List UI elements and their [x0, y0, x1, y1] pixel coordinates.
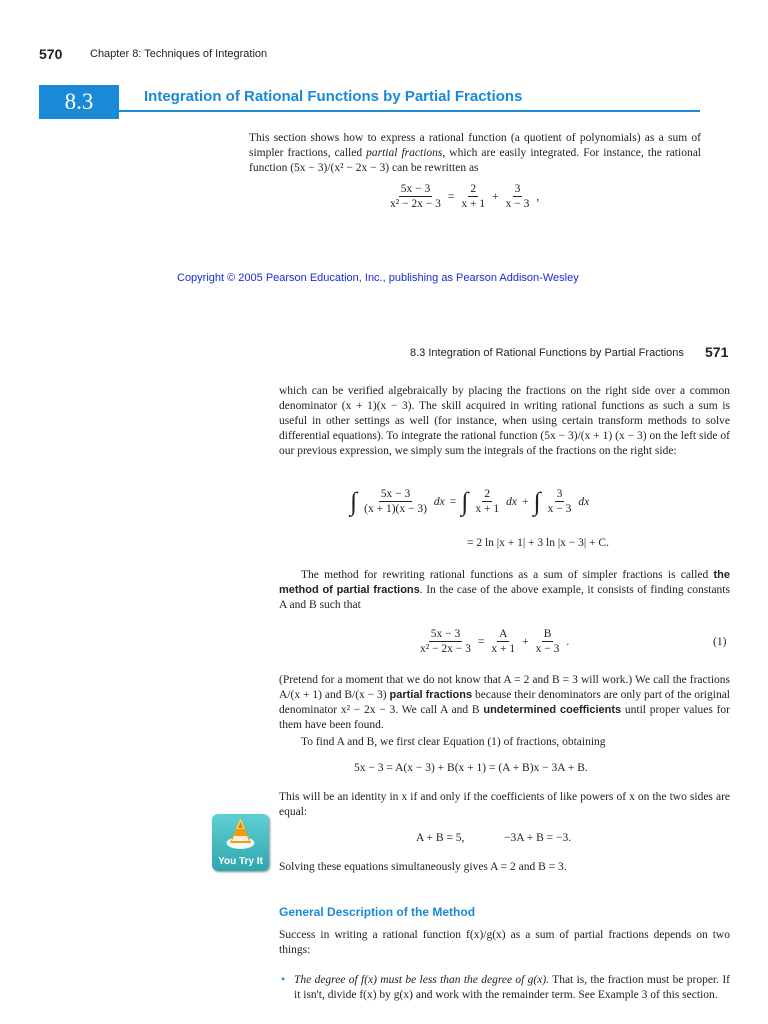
equation-1: [418, 628, 569, 655]
denominator: (x + 1)(x − 3): [364, 503, 427, 515]
intro-paragraph: [249, 131, 701, 176]
p3-text-e: until proper values for them have been found.: [279, 704, 731, 731]
integral-result: = 2 ln |x + 1| + 3 ln |x − 3| + C.: [467, 537, 609, 549]
integral-sign: ∫: [461, 486, 469, 516]
plus-sign: +: [522, 635, 529, 648]
fraction: [459, 183, 487, 210]
differential: dx: [506, 495, 518, 508]
p2-text-a: The method for rewriting rational functions as a sum of simpler fractions is called: [301, 569, 714, 581]
plus-sign: +: [522, 495, 529, 508]
denominator: x + 1: [491, 643, 516, 655]
copyright-notice: Copyright © 2005 Pearson Education, Inc., publishing as Pearson Addison-Wesley: [177, 272, 579, 284]
cone-icon: [212, 814, 269, 860]
p3-text-c: because their denominators are only part of the original denominator x² − 2x − 3. We call A and B: [279, 689, 730, 716]
fraction: [388, 183, 443, 210]
term-method: the method of partial fractions: [279, 569, 730, 596]
subsection-heading: General Description of the Method: [279, 905, 476, 919]
numerator: 5x − 3: [430, 628, 461, 640]
fraction: [473, 488, 501, 515]
equals-sign: =: [449, 495, 457, 508]
numerator: 2: [470, 183, 477, 195]
denominator: x² − 2x − 3: [420, 643, 471, 655]
bullet-icon: •: [281, 972, 286, 986]
intro-text-a: This section shows how to express a rational function (a quotient of polynomials) as a sum of simpler fractions, called: [249, 132, 701, 159]
p3-text-a: (Pretend for a moment that we do not know that A = 2 and B = 3 will work.) We call the fractions A/(x + 1) and B/(x − 3): [279, 674, 730, 701]
page-number: 571: [705, 344, 729, 360]
p2-text-c: . In the case of the above example, it consists of finding constants A and B such that: [279, 584, 730, 611]
paragraph-6: Solving these equations simultaneously gives A = 2 and B = 3.: [279, 861, 567, 873]
numerator: B: [543, 628, 552, 640]
period: .: [566, 635, 570, 648]
numerator: 3: [556, 488, 563, 500]
equation-3a: A + B = 5,: [416, 832, 465, 844]
you-try-it-badge[interactable]: [212, 814, 269, 871]
differential: dx: [578, 495, 590, 508]
denominator: x − 3: [535, 643, 560, 655]
equation-2: 5x − 3 = A(x − 3) + B(x + 1) = (A + B)x − 3A + B.: [354, 762, 588, 774]
differential: dx: [433, 495, 445, 508]
numerator: A: [499, 628, 508, 640]
paragraph-7: Success in writing a rational function f(x)/g(x) as a sum of partial fractions depends on two things:: [279, 929, 730, 956]
equals-sign: =: [477, 635, 485, 648]
fraction: [546, 488, 574, 515]
paragraph-4: To find A and B, we first clear Equation (1) of fractions, obtaining: [301, 736, 606, 748]
plus-sign: +: [492, 190, 499, 203]
denominator: x + 1: [475, 503, 500, 515]
bullet-text: That is, the fraction must be proper. If it isn't, divide f(x) by g(x) and work with the remainder term. See Example 3 of this section.: [294, 974, 730, 1001]
intro-emphasis: partial fractions: [366, 147, 443, 159]
bullet-emphasis: The degree of f(x) must be less than the degree of g(x).: [294, 974, 550, 986]
denominator: x − 3: [505, 198, 530, 210]
badge-label: You Try It: [218, 856, 263, 867]
fraction: [418, 628, 473, 655]
section-number-box: 8.3: [39, 85, 119, 119]
intro-text-b: , which are easily integrated. For instance, the rational function (5x − 3)/(x² − 2x − 3) can be rewritten as: [249, 147, 701, 174]
paragraph-3: [279, 673, 730, 733]
section-title: Integration of Rational Functions by Partial Fractions: [144, 88, 523, 105]
fraction: [362, 488, 429, 515]
integral-sign: ∫: [533, 486, 541, 516]
fraction: [534, 628, 562, 655]
integral-equation: [350, 488, 589, 515]
paragraph-2: [279, 568, 730, 613]
term-undetermined-coefficients: undetermined coefficients: [483, 704, 622, 716]
page-number: 570: [39, 46, 63, 62]
integral-sign: ∫: [350, 486, 358, 516]
numerator: 5x − 3: [400, 183, 431, 195]
numerator: 3: [514, 183, 521, 195]
term-partial-fractions: partial fractions: [389, 689, 473, 701]
fraction: [489, 628, 517, 655]
comma: ,: [536, 190, 540, 203]
section-rule: [119, 110, 700, 112]
running-head: Chapter 8: Techniques of Integration: [90, 48, 268, 60]
equation-number: (1): [713, 636, 727, 648]
denominator: x² − 2x − 3: [390, 198, 441, 210]
fraction: [504, 183, 532, 210]
bullet-item-1: [294, 973, 730, 1003]
numerator: 5x − 3: [380, 488, 411, 500]
paragraph-1: which can be verified algebraically by placing the fractions on the right side over a common denominator (x + 1)(x − 3). The skill acquired in writing rational functions as such a sum is useful in other settings as well (for instance, when using certain transform methods to solve differential equations). To integrate the rational function (5x − 3)/(x + 1) (x − 3) on the left side of our previous expression, we simply sum the integrals of the fractions on the right side:: [279, 385, 730, 457]
denominator: x − 3: [547, 503, 572, 515]
denominator: x + 1: [461, 198, 486, 210]
equation-3b: −3A + B = −3.: [504, 832, 572, 844]
equals-sign: =: [447, 190, 455, 203]
numerator: 2: [484, 488, 491, 500]
running-head: 8.3 Integration of Rational Functions by Partial Fractions: [410, 347, 684, 359]
paragraph-5: This will be an identity in x if and only if the coefficients of like powers of x on the two sides are equal:: [279, 791, 730, 818]
equation-0: [388, 183, 539, 210]
